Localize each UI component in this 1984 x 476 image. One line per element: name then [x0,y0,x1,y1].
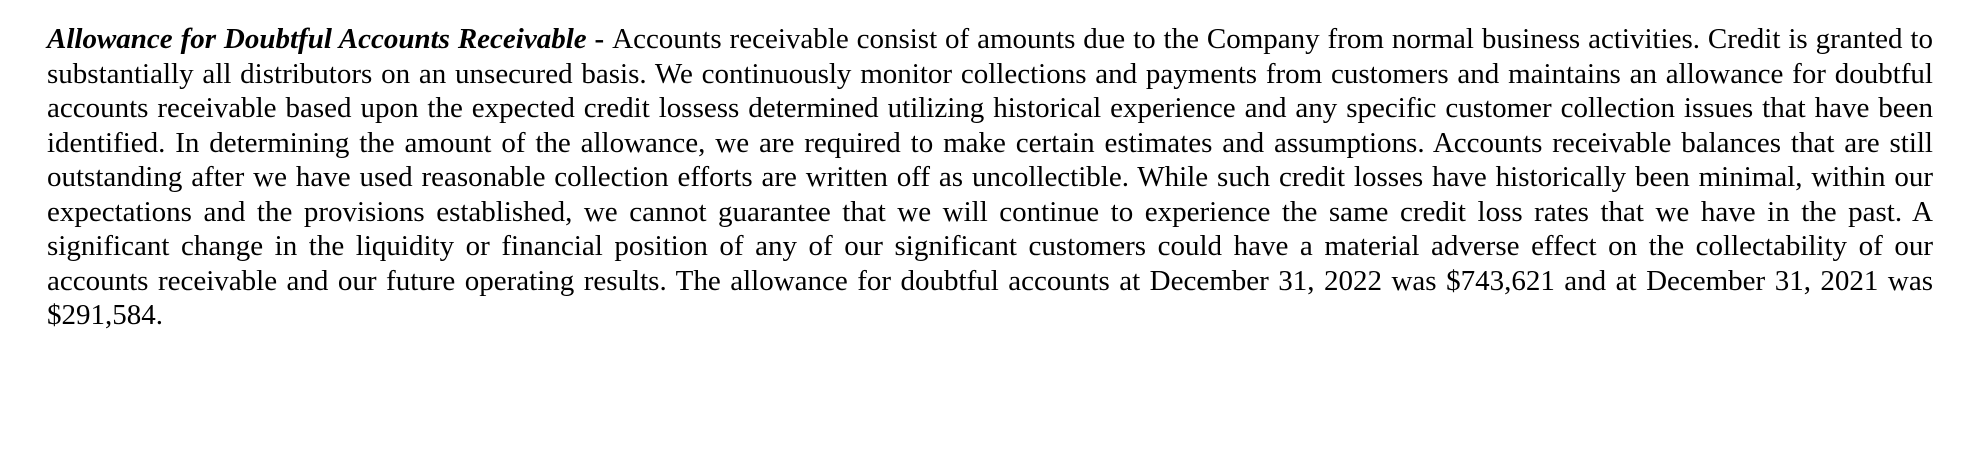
paragraph-body: Accounts receivable consist of amounts due to the Company from normal business activities. Credit is granted to substantially all distributors on an unsecured basis. We continuously monitor collections and payments from customers and maintains an allowance for doubtful accounts receivable based upon the expected credit lossess determined utilizing historical experience and any specific customer collection issues that have been identified. In determining the amount of the allowance, we are required to make certain estimates and assumptions. Accounts receivable balances that are still outstanding after we have used reasonable collection efforts are written off as uncollectible. While such credit losses have historically been minimal, within our expectations and the provisions established, we cannot guarantee that we will continue to experience the same credit loss rates that we have in the past. A significant change in the liquidity or financial position of any of our significant customers could have a material adverse effect on the collectability of our accounts receivable and our future operating results. The allowance for doubtful accounts at December 31, 2022 was $743,621 and at December 31, 2021 was $291,584. [47,23,1933,331]
document-paragraph [47,22,1933,333]
heading-separator: - [586,23,613,55]
section-heading: Allowance for Doubtful Accounts Receivable [47,23,587,55]
